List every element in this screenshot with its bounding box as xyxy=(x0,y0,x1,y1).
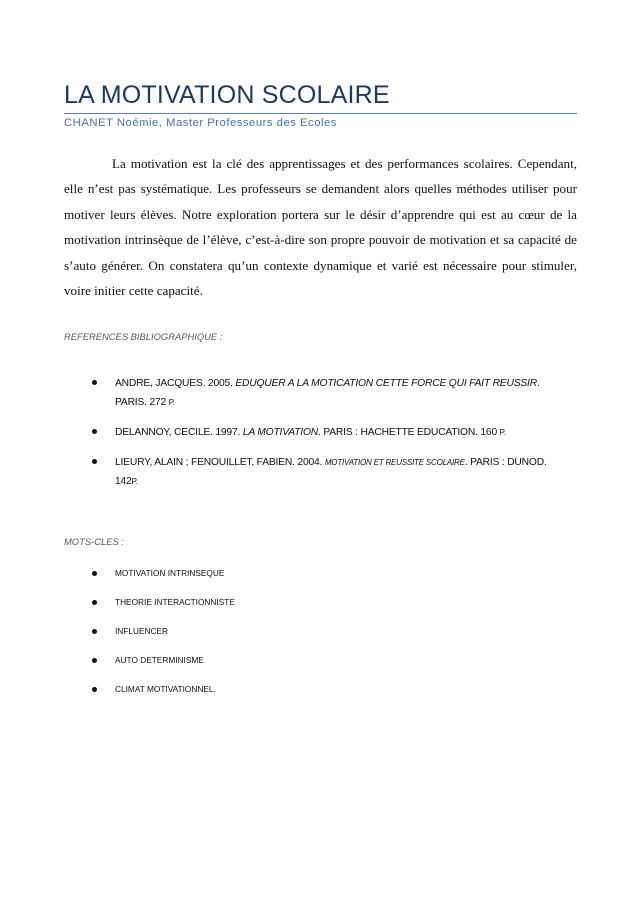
bullet-icon xyxy=(92,571,97,576)
keyword-item: INFLUENCER xyxy=(115,626,169,636)
bullet-icon xyxy=(92,658,97,663)
bullet-icon xyxy=(92,629,97,634)
keyword-item: THEORIE INTERACTIONNISTE xyxy=(115,597,235,607)
keyword-item: MOTIVATION INTRINSEQUE xyxy=(115,568,225,578)
bullet-icon xyxy=(92,600,97,605)
abstract-paragraph: La motivation est la clé des apprentissages et des performances scolaires. Cependant, elle n’est pas systématique. Les professeurs se demandent alors quelles méthodes utiliser pour motiver leurs élèves. Notre exploration portera sur le désir d’apprendre qui est au cœur de la motivation intrinsèque de l’élève, c’est-à-dire son propre pouvoir de motivation et sa capacité de s’auto générer. On constatera qu’un contexte dynamique et varié est nécessaire pour stimuler, voire initier cette capacité. xyxy=(64,156,577,299)
bullet-icon xyxy=(92,687,97,692)
title-underline xyxy=(64,113,577,114)
keyword-item: CLIMAT MOTIVATIONNEL. xyxy=(115,684,216,694)
reference-item: DELANNOY, CECILE. 1997. LA MOTIVATION. PARIS : HACHETTE EDUCATION. 160 P. xyxy=(115,427,506,438)
references-heading: REFERENCES BIBLIOGRAPHIQUE : xyxy=(64,331,223,342)
bullet-icon xyxy=(92,429,97,434)
bullet-icon xyxy=(92,380,97,385)
bullet-icon xyxy=(92,459,97,464)
keyword-item: AUTO DETERMINISME xyxy=(115,655,204,665)
author-subtitle: CHANET Noémie, Master Professeurs des Ecoles xyxy=(64,117,337,129)
keywords-heading: MOTS-CLES : xyxy=(64,536,124,547)
document-title: LA MOTIVATION SCOLAIRE xyxy=(64,81,390,109)
reference-item: LIEURY, ALAIN ; FENOUILLET, FABIEN. 2004. MOTIVATION ET REUSSITE SCOLAIRE. PARIS : DUNOD. 142P. xyxy=(115,457,547,487)
reference-item: ANDRE, JACQUES. 2005. EDUQUER A LA MOTICATION CETTE FORCE QUI FAIT REUSSIR. PARIS. 272 P. xyxy=(115,378,540,408)
